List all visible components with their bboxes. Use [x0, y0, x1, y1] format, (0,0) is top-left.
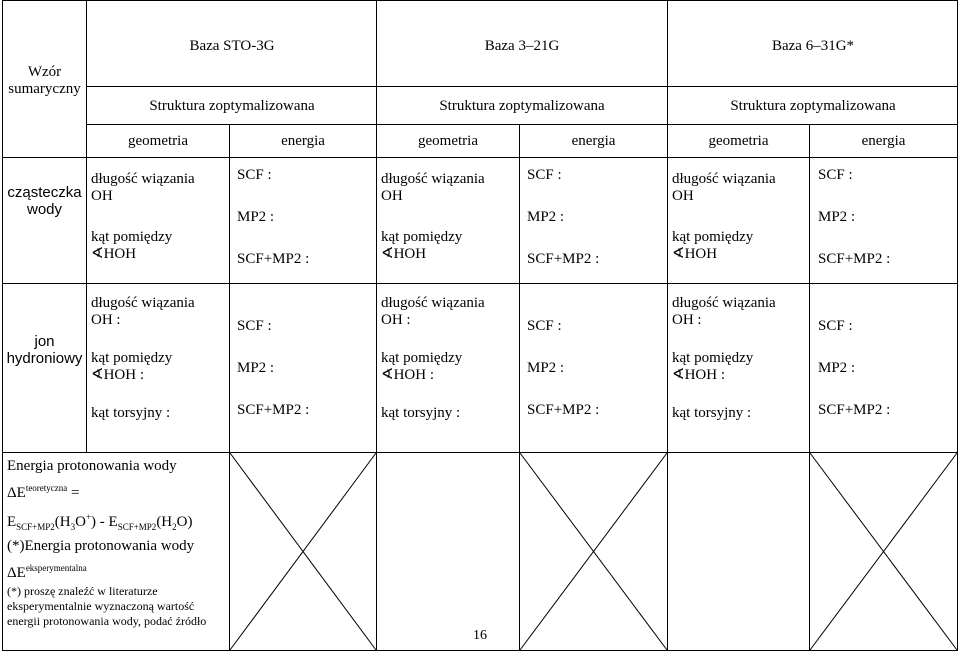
- struct-label-2: Struktura zoptymalizowana: [439, 98, 605, 114]
- hydronium-angle-hoh: ∢HOH :: [91, 366, 144, 383]
- formula-subscript: SCF+MP2: [16, 522, 55, 532]
- delta-e-symbol: ΔE: [7, 485, 26, 501]
- hydronium-energy-631g: [818, 318, 890, 419]
- col-energy-3: energia: [861, 133, 906, 149]
- energy-mp2: MP2 :: [818, 209, 856, 225]
- experimental-title: (*)Energia protonowania wody: [7, 538, 195, 554]
- col-energy-1: energia: [281, 133, 325, 149]
- row-label-line1: Wzór: [27, 64, 62, 80]
- equals-sign: =: [71, 485, 80, 501]
- formula-subscript: SCF+MP2: [117, 522, 157, 532]
- water-energy-321g: [527, 167, 599, 268]
- energy-scf: SCF :: [527, 167, 562, 183]
- hydronium-energy-321g: [527, 318, 599, 419]
- energy-scf: SCF :: [818, 318, 853, 334]
- hydronium-bond-label: długość wiązania: [672, 295, 776, 311]
- formula-charge: +: [85, 512, 92, 522]
- energy-scf: SCF :: [237, 167, 272, 183]
- protonation-title: Energia protonowania wody: [7, 458, 177, 474]
- hydronium-torsion: kąt torsyjny :: [91, 405, 171, 421]
- formula-e: E: [7, 514, 17, 530]
- hydronium-geo-321g: [381, 295, 485, 422]
- delta-e-theoretical: [7, 483, 80, 502]
- struct-label-3: Struktura zoptymalizowana: [730, 98, 896, 114]
- water-bond-oh: OH: [91, 188, 113, 205]
- energy-scf-mp2: SCF+MP2 :: [237, 402, 310, 418]
- energy-scf-mp2: SCF+MP2 :: [237, 251, 310, 267]
- water-energy-sto3g: [237, 167, 309, 268]
- water-bond-label: długość wiązania: [381, 171, 485, 187]
- water-geo-321g: [381, 171, 485, 263]
- protonation-formula: [7, 512, 192, 532]
- note-line: energii protonowania wody, podać źródło: [7, 614, 207, 628]
- basis-sto3g: Baza STO-3G: [189, 38, 275, 54]
- hydronium-torsion: kąt torsyjny :: [672, 405, 752, 421]
- water-geo-sto3g: [91, 171, 195, 263]
- hydronium-bond-label: długość wiązania: [381, 295, 485, 311]
- hydronium-bond-oh: OH :: [91, 312, 121, 329]
- theoretical-superscript: teoretyczna: [25, 483, 68, 493]
- energy-scf-mp2: SCF+MP2 :: [818, 251, 891, 267]
- hydronium-bond-oh: OH :: [381, 312, 411, 329]
- water-energy-631g: [818, 167, 890, 268]
- energy-scf-mp2: SCF+MP2 :: [527, 251, 600, 267]
- delta-e-symbol: ΔE: [7, 565, 26, 581]
- col-geometry-1: geometria: [128, 133, 188, 149]
- hydronium-geo-631g: [672, 295, 776, 422]
- water-angle-hoh: ∢HOH: [381, 245, 427, 262]
- water-angle-hoh: ∢HOH: [672, 245, 718, 262]
- water-geo-631g: [672, 171, 776, 263]
- water-label-line2: wody: [26, 201, 63, 219]
- water-label: [3, 184, 86, 219]
- hydronium-geo-sto3g: [91, 295, 195, 422]
- hydronium-label: [3, 333, 86, 368]
- energy-mp2: MP2 :: [527, 209, 565, 225]
- hydronium-bond-label: długość wiązania: [91, 295, 195, 311]
- delta-e-experimental: [7, 563, 87, 582]
- formula-index: 2: [172, 522, 177, 532]
- basis-631g: Baza 6–31G*: [771, 38, 855, 54]
- row-label-formula: [3, 64, 86, 99]
- experimental-note: [7, 584, 206, 629]
- hydronium-torsion: kąt torsyjny :: [381, 405, 461, 421]
- energy-mp2: MP2 :: [527, 360, 565, 376]
- water-bond-label: długość wiązania: [91, 171, 195, 187]
- hydronium-angle-label: kąt pomiędzy: [672, 349, 754, 366]
- hydronium-angle-label: kąt pomiędzy: [91, 349, 173, 366]
- col-geometry-3: geometria: [708, 133, 769, 149]
- energy-mp2: MP2 :: [237, 209, 275, 225]
- formula-h: (H: [156, 514, 173, 530]
- energy-scf-mp2: SCF+MP2 :: [527, 402, 600, 418]
- formula-index: 3: [70, 522, 76, 532]
- experimental-superscript: eksperymentalna: [25, 563, 87, 573]
- energy-scf: SCF :: [818, 167, 853, 183]
- struct-label-1: Struktura zoptymalizowana: [149, 98, 315, 114]
- energy-scf: SCF :: [237, 318, 272, 334]
- page-number: 16: [473, 628, 487, 643]
- basis-321g: Baza 3–21G: [484, 38, 560, 54]
- hydronium-label-line1: jon: [34, 333, 55, 350]
- hydronium-energy-sto3g: [237, 318, 309, 419]
- col-energy-2: energia: [571, 133, 616, 149]
- col-geometry-2: geometria: [418, 133, 478, 149]
- water-bond-label: długość wiązania: [672, 171, 776, 187]
- water-angle-label: kąt pomiędzy: [91, 228, 173, 245]
- water-angle-label: kąt pomiędzy: [672, 228, 754, 245]
- hydronium-bond-oh: OH :: [672, 312, 702, 329]
- water-angle-hoh: ∢HOH: [91, 245, 137, 262]
- hydronium-angle-hoh: ∢HOH :: [381, 366, 434, 383]
- hydronium-angle-hoh: ∢HOH :: [672, 366, 725, 383]
- energy-scf-mp2: SCF+MP2 :: [818, 402, 891, 418]
- hydronium-label-line2: hydroniowy: [6, 350, 83, 368]
- hydronium-angle-label: kąt pomiędzy: [381, 349, 463, 366]
- water-bond-oh: OH: [381, 188, 403, 205]
- water-label-line1: cząsteczka: [7, 184, 82, 201]
- energy-scf: SCF :: [527, 318, 562, 334]
- note-line: eksperymentalnie wyznaczoną wartość: [7, 599, 195, 613]
- formula-o: O): [176, 514, 193, 530]
- water-angle-label: kąt pomiędzy: [381, 228, 463, 245]
- formula-o: O: [75, 514, 86, 530]
- row-label-line2: sumaryczny: [8, 81, 81, 98]
- formula-minus-e: - E: [96, 514, 118, 530]
- energy-mp2: MP2 :: [818, 360, 856, 376]
- energy-mp2: MP2 :: [237, 360, 275, 376]
- formula-h: (H: [54, 514, 71, 530]
- note-line: (*) proszę znaleźć w literaturze: [7, 584, 158, 598]
- formula-paren: ): [91, 514, 97, 530]
- water-bond-oh: OH: [672, 188, 694, 205]
